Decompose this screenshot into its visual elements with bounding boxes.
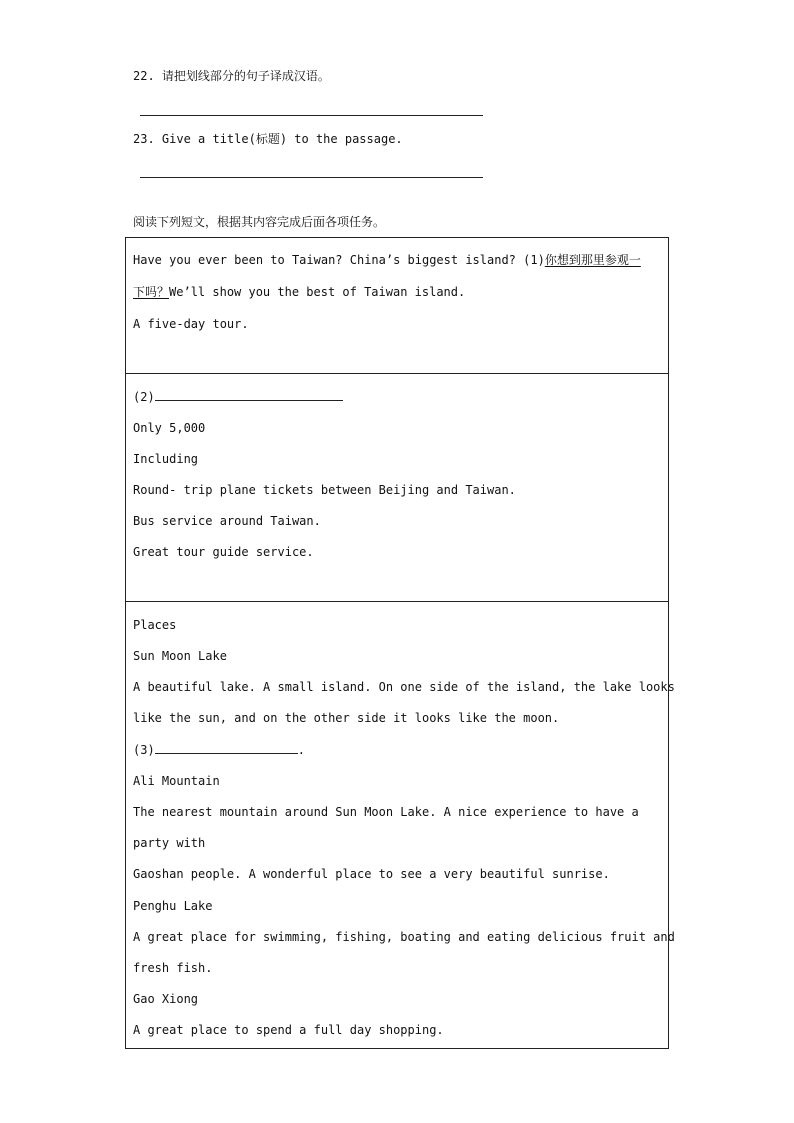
penghu-lake-desc-1: A great place for swimming, fishing, boating and eating delicious fruit and [133,930,675,944]
included-item-bus: Bus service around Taiwan. [133,514,321,528]
blank-3-line [133,741,305,758]
sun-moon-lake-desc-2: like the sun, and on the other side it looks like the moon. [133,711,560,725]
answer-line-22[interactable] [140,115,483,116]
reading-instruction: 阅读下列短文，根据其内容完成后面各项任务。 [133,215,386,229]
blank-2[interactable] [155,388,343,401]
underlined-sentence-part-2: 下吗？ [133,285,170,299]
intro-line-1-text: Have you ever been to Taiwan? China’s biggest island? (1) [133,253,545,267]
ali-mountain-desc-3: Gaoshan people. A wonderful place to see a very beautiful sunrise. [133,867,610,881]
places-heading: Places [133,618,177,632]
blank-3-period: . [297,743,305,757]
underlined-sentence-part-1: 你想到那里参观一 [544,253,641,267]
penghu-lake-title: Penghu Lake [133,899,213,913]
passage-box-price [125,373,669,602]
blank-3-label: (3) [133,743,155,757]
question-23: 23. Give a title(标题) to the passage. [133,132,403,146]
gao-xiong-title: Gao Xiong [133,992,199,1006]
passage-box-intro [125,237,669,374]
ali-mountain-title: Ali Mountain [133,774,220,788]
sun-moon-lake-desc-1: A beautiful lake. A small island. On one side of the island, the lake looks [133,680,675,694]
included-item-tickets: Round- trip plane tickets between Beijing and Taiwan. [133,483,516,497]
answer-line-23[interactable] [140,177,483,178]
blank-2-line [133,388,343,405]
including-heading: Including [133,452,199,466]
ali-mountain-desc-2: party with [133,836,206,850]
passage-box-places [125,601,675,1049]
price: Only 5,000 [133,421,206,435]
intro-line-1 [133,252,641,268]
intro-line-2 [133,284,465,300]
sun-moon-lake-title: Sun Moon Lake [133,649,227,663]
tour-length: A five-day tour. [133,317,249,331]
penghu-lake-desc-2: fresh fish. [133,961,213,975]
gao-xiong-desc: A great place to spend a full day shopping. [133,1023,444,1037]
blank-2-label: (2) [133,390,155,404]
included-item-guide: Great tour guide service. [133,545,314,559]
question-22: 22. 请把划线部分的句子译成汉语。 [133,69,330,83]
intro-line-2-text: We’ll show you the best of Taiwan island. [169,285,466,299]
blank-3[interactable] [155,741,298,754]
ali-mountain-desc-1: The nearest mountain around Sun Moon Lake. A nice experience to have a [133,805,639,819]
